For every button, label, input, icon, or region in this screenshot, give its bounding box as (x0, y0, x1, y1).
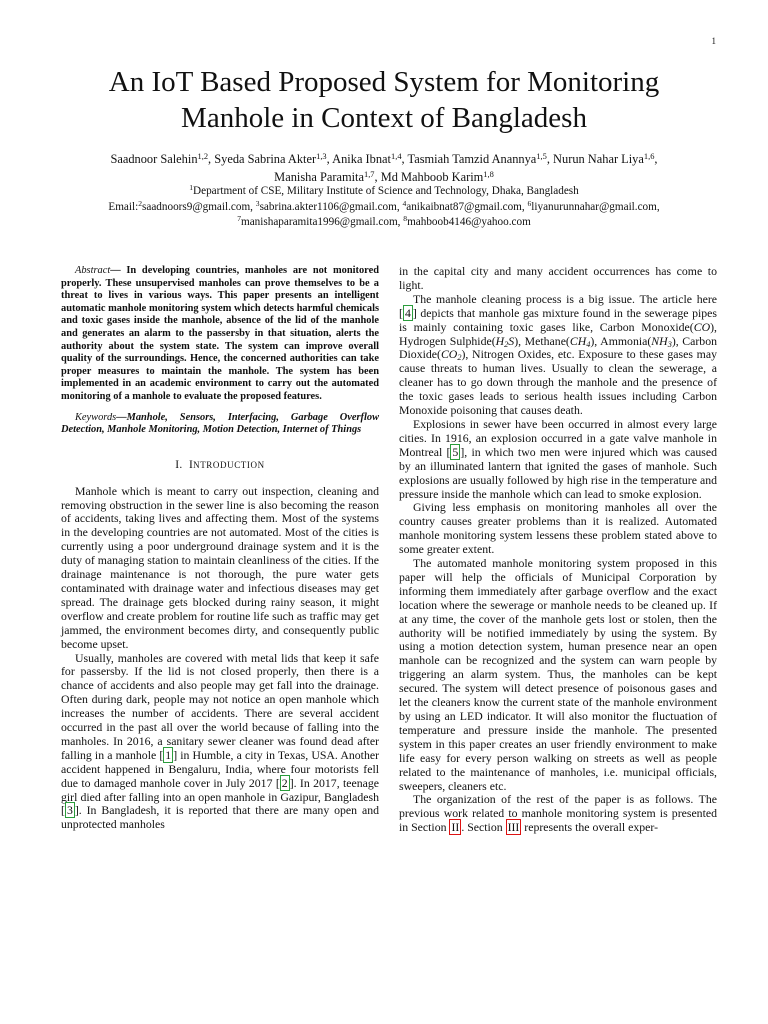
author-name: Manisha Paramita (274, 170, 364, 184)
section-heading-introduction (61, 459, 379, 473)
paragraph: Usually, manholes are covered with metal lids that keep it safe for passersby. If the lid is not closed properly, then there is a chance of accidents and also people may get fall into the drainage. Often during dark, people may not notice an open manhole which increases the number of accidents. There are several accident occurred in the past all over the world because of falling into the manholes. In 2016, a sanitary sewer cleaner was found dead after falling in a manhole [ 1 ] in Humble, a city in Texas, USA. Another accident happened in Bengaluru, India, where four motorists fell due to damaged manhole cover in July 2017 [ 2 ]. In 2017, teenage girl died after falling into an open manhole in Gazipur, Bangladesh [ 3 ]. In Bangladesh, it is reported that there are many open and unprotected manholes (61, 650, 380, 832)
author-separator: , (374, 170, 381, 184)
email-mark: 3 (255, 198, 260, 208)
author-affiliation-mark: 1,8 (483, 168, 494, 179)
formula-co: CO (693, 319, 711, 334)
email-mark: 2 (138, 198, 142, 208)
author-line-1 (40, 150, 728, 168)
citation-link[interactable]: 2 (281, 775, 288, 790)
formula-nh3 (651, 334, 672, 348)
paragraph-text: ), Hydrogen Sulphide( (399, 319, 717, 348)
paragraph-text: . Section (461, 820, 506, 835)
page-number: 1 (711, 36, 716, 46)
left-column (61, 265, 379, 832)
email-separator: , (396, 200, 403, 213)
paragraph-text: ), Carbon Dioxide( (399, 333, 717, 362)
section-title-initial: I (188, 458, 194, 471)
author-name: Saadnoor Salehin (110, 152, 198, 166)
formula-part: CO (440, 347, 458, 362)
paper-title (40, 64, 728, 136)
author-name: Nurun Nahar Liya (553, 152, 644, 166)
affiliation-block (30, 184, 738, 231)
paragraph-text: ), Ammonia( (590, 333, 652, 348)
citation-link[interactable]: 5 (452, 444, 459, 459)
author-affiliation-mark: 1,7 (363, 168, 375, 179)
author-list (40, 150, 728, 186)
email-line-1 (30, 200, 738, 216)
formula-co2 (441, 347, 462, 361)
paragraph-text: in Humble, a city in Texas, USA. Another accident happened in Bengaluru, India, where four motorists fell due to damaged manhole cover in July 2017 (61, 747, 380, 790)
email-mark: 6 (527, 198, 532, 208)
email-line-2 (30, 215, 738, 231)
paragraph: in the capital city and many accident occurrences has come to light. (399, 264, 717, 292)
formula-part: NH (651, 333, 668, 348)
paragraph-text: ), Nitrogen Oxides, etc. Exposure to these gases may cause threats to human lives. Usually to clean the sewerage, a cleaner has to go down through the manhole and the presence of the toxic gases leads to serious health issues including Carbon Monoxide poisoning that causes death. (399, 347, 717, 418)
author-affiliation-mark: 1,6 (643, 150, 655, 161)
affiliation-mark: 1 (189, 183, 194, 193)
email-separator: , (521, 200, 528, 213)
author-separator: , (326, 152, 333, 166)
email-address[interactable]: liyanurunnahar@gmail.com (531, 200, 657, 213)
citation-link[interactable]: 1 (165, 747, 172, 762)
author-separator: , (401, 152, 408, 166)
email-mark: 8 (403, 214, 408, 224)
email-mark: 4 (402, 198, 407, 208)
formula-part: H (495, 333, 505, 348)
formula-subscript: 2 (457, 353, 462, 363)
email-address[interactable]: manishaparamita1996@gmail.com (241, 216, 398, 228)
keywords (61, 412, 379, 437)
formula-subscript: 4 (586, 339, 591, 349)
title-line-2: Manhole in Context of Bangladesh (181, 102, 587, 134)
email-address[interactable]: anikaibnat87@gmail.com (406, 200, 522, 213)
citation-link[interactable]: 3 (66, 803, 73, 818)
keywords-dash: — (116, 411, 127, 423)
paragraph: The manhole cleaning process is a big issue. The article here [ 4 ] depicts that manhole gas mixture found in the sewerage pipes is mainly containing toxic gases like, Carbon Monoxide(CO), Hydrogen $Sulphide(H_2S)$, $Methane(CH_4)$, $Ammonia(NH_3)$, Carbon $Dioxide(CO_2)$, Nitrogen Oxides, etc. Exposure to these gases may cause threats to human lives. Usually to clean the sewerage, a cleaner has to go down through the manhole and the presence of the toxic gases leads to serious health issues including Carbon Monoxide poisoning that causes death. (399, 291, 717, 418)
abstract-text: In developing countries, manholes are not monitored properly. These unsupervised manholes can prove themselves to be a threat to lives in various ways. This paper presents an intelligent automatic manhole monitoring system which detects harmful chemicals and toxic gases inside the manhole, absence of the lid of the manhole and generates an alarm to the passersby in that situation, alerts the authority about the system state. The system can improve overall quality of the surroundings. Hence, the concerned authorities can take proper measures to maintain the manhole. The system has been implemented in an academic environment to carry out the automated monitoring of a manhole to evaluate the proposed features. (61, 265, 379, 402)
email-prefix: Email: (108, 200, 139, 213)
email-separator: , (656, 200, 660, 213)
paragraph-text: ), Methane( (514, 333, 570, 348)
author-affiliation-mark: 1,3 (316, 150, 327, 161)
paragraph-text: represents the overall exper- (521, 820, 659, 835)
email-address[interactable]: sabrina.akter1106@gmail.com (259, 200, 397, 213)
paragraph: Manhole which is meant to carry out inspection, cleaning and removing obstruction in the sewer line is also becoming the reason of accidents, taking lives and affecting them. Most of the systems in the developing countries are not automated. Most of the cities is currently using a poor underground drainage system and it is the duty of managing station to maintain cleanliness of the cities. If the drainage maintenance is not thorough, the pure water gets contaminated with drainage water and infectious diseases may get spread. The drainage gets blocked during rainy season, it might overflow and create problem for routine life such as traffic may get jammed, the environment becomes dirty, and consequently public become upset. (61, 483, 379, 651)
author-affiliation-mark: 1,2 (197, 150, 209, 161)
author-separator: , (654, 152, 658, 166)
author-name: Anika Ibnat (332, 152, 391, 166)
paragraph (399, 793, 717, 835)
paragraph: Explosions in sewer have been occurred in almost every large cities. In 1916, an explosion occurred in a gate valve manhole in Montreal [ 5 ], in which two men were injured which was caused by an illuminated lantern that ignited the gases of manhole. Such explosions are usually followed by high rise in the temperature and pressure inside the manhole which can lead to smoke explosion. (399, 416, 717, 501)
formula-subscript: 3 (667, 339, 672, 349)
author-name: Md Mahboob Karim (380, 170, 484, 184)
citation-link[interactable]: 4 (404, 305, 411, 320)
affiliation-text: Department of CSE, Military Institute of Science and Technology, Dhaka, Bangladesh (193, 185, 579, 197)
formula-ch4 (570, 334, 591, 348)
paragraph-text: , in which two men were injured which was caused by an illuminated lantern that ignited the gases of manhole. Such explosions are usually followed by high rise in the temperature and pressure inside the manhole which can lead to smoke explosion. (399, 444, 717, 501)
paragraph-text: Usually, manholes are covered with metal lids that keep it safe for passersby. If the lid is not closed properly, then there is a chance of accidents and also people may get fall into the drainage. Often during dark, people may not notice an open manhole which increases the number of accidents. There are several accident occurred in the past all over the world because of falling into the manholes. In 2016, a sanitary sewer cleaner was found dead after falling in a manhole (61, 650, 379, 762)
formula-part: S (508, 333, 515, 348)
author-separator: , (208, 152, 215, 166)
author-separator: , (546, 152, 554, 166)
affiliation-line (30, 184, 738, 200)
author-name: Tasmiah Tamzid Anannya (407, 152, 537, 166)
section-link[interactable]: II (451, 820, 460, 835)
paragraph-text: The organization of the rest of the paper is as follows. The previous work related to manhole monitoring system is presented in Section (399, 792, 717, 835)
email-separator: , (397, 216, 404, 228)
section-number: I. (175, 458, 183, 471)
email-separator: , (250, 200, 256, 213)
author-name: Syeda Sabrina Akter (214, 152, 317, 166)
abstract-dash: — (110, 265, 121, 276)
formula-h2s (496, 334, 515, 348)
email-address[interactable]: mahboob4146@yahoo.com (407, 216, 531, 228)
paragraph-text: Explosions in sewer have been occurred in almost every large cities. In 1916, an explosion occurred in a gate valve manhole in Montreal (399, 416, 717, 459)
keywords-text: Manhole, Sensors, Interfacing, Garbage Overflow Detection, Manhole Monitoring, Motion Detection, Internet of Things (61, 411, 379, 436)
paragraph: Giving less emphasis on monitoring manholes all over the country causes greater problems than it is realized. Automated manhole monitoring system lessens these problem stated above to some greater extent. (399, 500, 717, 557)
title-line-1: An IoT Based Proposed System for Monitoring (108, 66, 660, 98)
formula-subscript: 2 (504, 339, 509, 349)
paragraph-text: The manhole cleaning process is a big issue. The article here (413, 291, 717, 306)
email-address[interactable]: saadnoors9@gmail.com (142, 200, 251, 213)
section-title-rest: NTRODUCTION (193, 459, 265, 470)
email-mark: 7 (237, 214, 242, 224)
author-affiliation-mark: 1,4 (391, 150, 402, 161)
abstract-label: Abstract (75, 265, 111, 276)
abstract (61, 265, 379, 404)
keywords-label: Keywords (75, 411, 117, 423)
section-link[interactable]: III (507, 820, 520, 835)
paragraph-text: . In 2017, teenage girl died after falling into an open manhole in Gazipur, Bangladesh (61, 775, 380, 804)
author-affiliation-mark: 1,5 (536, 150, 547, 161)
formula-part: CH (569, 333, 587, 348)
paragraph-text: depicts that manhole gas mixture found in the sewerage pipes is mainly containing toxic gases like, Carbon Monoxide( (399, 305, 717, 334)
right-column (399, 265, 717, 835)
paragraph: The automated manhole monitoring system proposed in this paper will help the officials of Municipal Corporation by informing them immediately after garbage overflow and the exact location where the sewerage or manhole needs to be cleaned up. If at any time, the cover of the manhole gets lost or stolen, then the authority will be notified immediately by using the system. By using a motion detection system, human presence near an open manhole can be recognized and the system can warn people by triggering an alarm system. Thus, the manholes can be kept secured. The system will detect presence of poisonous gases and let the cleaners know the current state of the manhole environment by using an LED indicator. It will also monitor the fluctuation of temperature and pressure inside the manhole. The presented system in this paper creates an user friendly environment to make life easy for every person walking on streets as well as people related to the maintenance of manholes, i.e. municipal officials, sweepers, cleaners etc. (399, 556, 717, 793)
paragraph-text: . In Bangladesh, it is reported that there are many open and unprotected manholes (61, 803, 379, 832)
